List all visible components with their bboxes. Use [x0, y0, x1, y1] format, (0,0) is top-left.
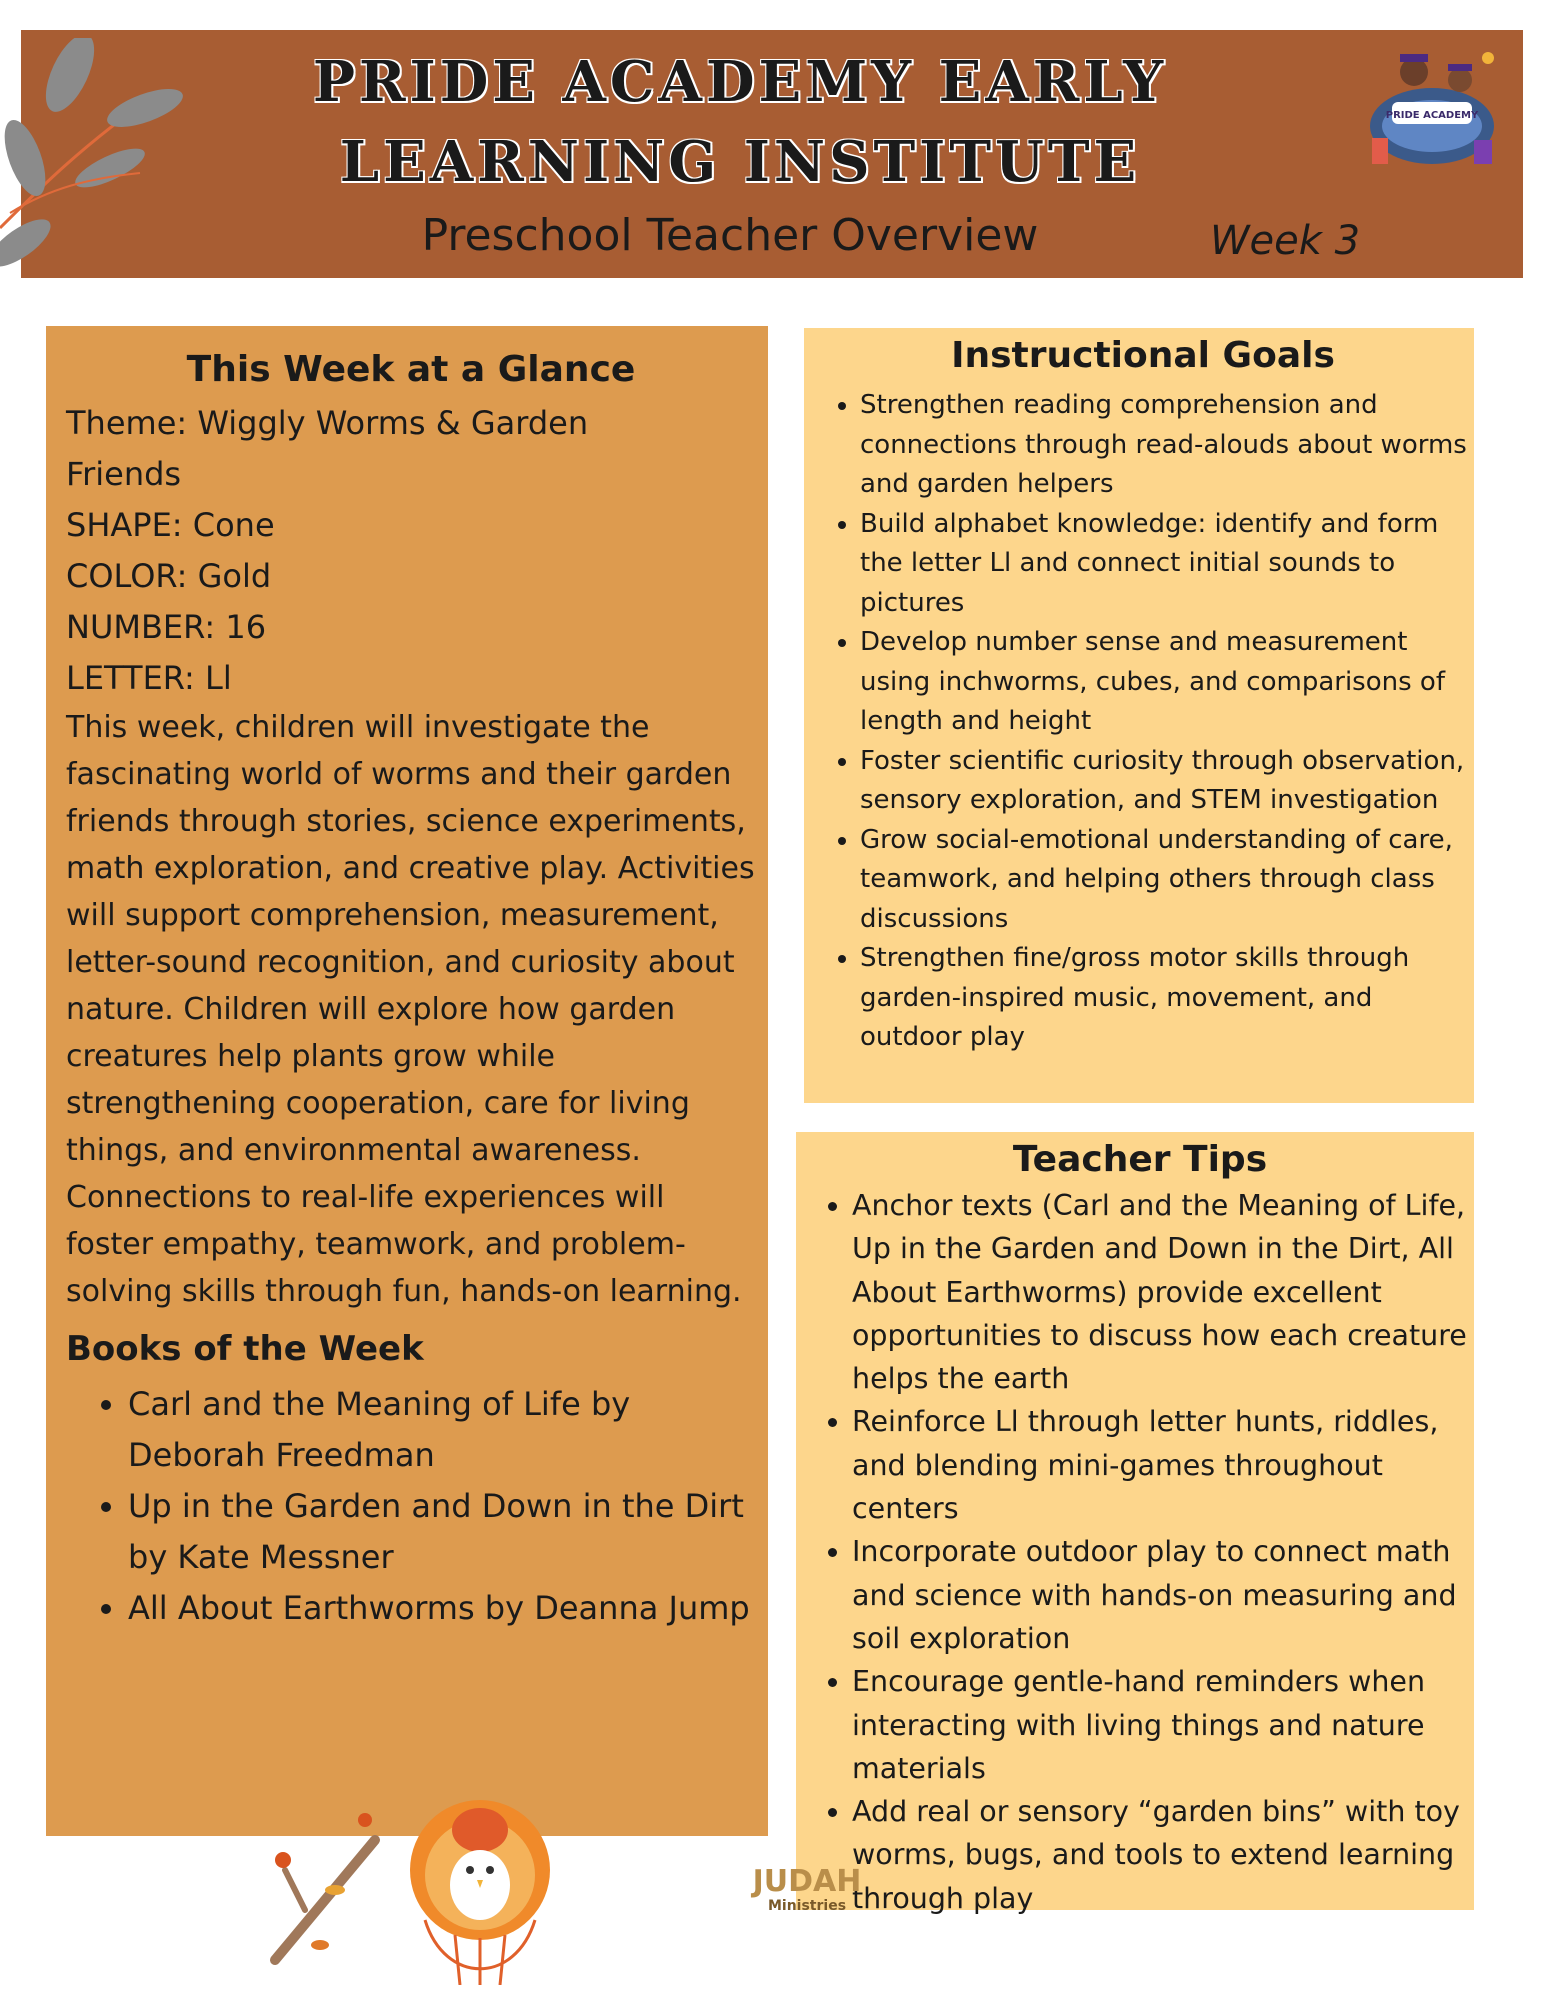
goal-item: • Grow social-emotional understanding of care, teamwork, and helping others through class discussions — [860, 821, 1468, 940]
goal-item: • Strengthen reading comprehension and connections through read-alouds about worms and garden helpers — [860, 386, 1468, 505]
goal-item: • Develop number sense and measurement using inchworms, cubes, and comparisons of length and height — [860, 623, 1468, 742]
watermark-line-1: JUDAH — [752, 1864, 862, 1899]
logo-text: PRIDE ACADEMY — [1385, 110, 1479, 121]
glance-heading: This Week at a Glance — [186, 349, 636, 390]
goal-item: • Strengthen fine/gross motor skills through garden-inspired music, movement, and outdoor play — [860, 939, 1468, 1058]
judah-ministries-watermark — [742, 1866, 872, 1914]
tips-list — [810, 1184, 1470, 1920]
at-a-glance-panel — [46, 326, 768, 1836]
school-crest-icon — [1362, 46, 1502, 176]
weekly-facts — [66, 398, 756, 704]
leaf-branch-icon — [0, 38, 200, 268]
goals-heading: Instructional Goals — [951, 335, 1335, 376]
book-item: • Carl and the Meaning of Life by Deborah Freedman — [128, 1379, 756, 1481]
tips-heading: Teacher Tips — [1012, 1139, 1268, 1180]
goals-list — [818, 386, 1468, 1058]
goal-item: • Build alphabet knowledge: identify and form the letter Ll and connect initial sounds to pictures — [860, 505, 1468, 624]
book-item: • All About Earthworms by Deanna Jump — [128, 1583, 756, 1634]
tip-item: • Incorporate outdoor play to connect math and science with hands-on measuring and soil exploration — [852, 1530, 1470, 1660]
watermark-line-2: Ministries — [767, 1898, 847, 1914]
theme-text: Theme: Wiggly Worms & Garden Friends — [66, 404, 589, 493]
autumn-turkey-icon — [265, 1760, 565, 1985]
letter-text: LETTER: Ll — [66, 659, 232, 697]
week-description: This week, children will investigate the fascinating world of worms and their garden friends through stories, science experiments, math exploration, and creative play. Activities will support comprehension, measurement, letter-sound recognition, and curiosity about nature. Children will explore how garden creatures help plants grow while strengthening cooperation, care for living things, and environmental awareness. Connections to real-life experiences will foster empathy, teamwork, and problem-solving skills through fun, hands-on learning. — [66, 710, 755, 1309]
tip-item: • Reinforce Ll through letter hunts, riddles, and blending mini-games throughout centers — [852, 1400, 1470, 1530]
week-label: Week 3 — [1210, 218, 1361, 264]
book-item: • Up in the Garden and Down in the Dirt by Kate Messner — [128, 1481, 756, 1583]
books-list — [66, 1379, 756, 1634]
page-subtitle: Preschool Teacher Overview — [421, 210, 1039, 261]
title-line-1: PRIDE ACADEMY EARLY — [312, 49, 1168, 115]
shape-text: SHAPE: Cone — [66, 506, 275, 544]
color-text: COLOR: Gold — [66, 557, 272, 595]
tip-item: • Anchor texts (Carl and the Meaning of Life, Up in the Garden and Down in the Dirt, All About Earthworms) provide excellent opportunities to discuss how each creature helps the earth — [852, 1184, 1470, 1400]
instructional-goals-panel — [804, 328, 1474, 1103]
page-title — [230, 42, 1250, 202]
title-line-2: LEARNING INSTITUTE — [339, 129, 1141, 195]
tip-item: • Encourage gentle-hand reminders when interacting with living things and nature materials — [852, 1660, 1470, 1790]
books-heading: Books of the Week — [66, 1329, 424, 1369]
goal-item: • Foster scientific curiosity through observation, sensory exploration, and STEM investigation — [860, 742, 1468, 821]
number-text: NUMBER: 16 — [66, 608, 267, 646]
tip-item: • Add real or sensory “garden bins” with toy worms, bugs, and tools to extend learning through play — [852, 1790, 1470, 1920]
